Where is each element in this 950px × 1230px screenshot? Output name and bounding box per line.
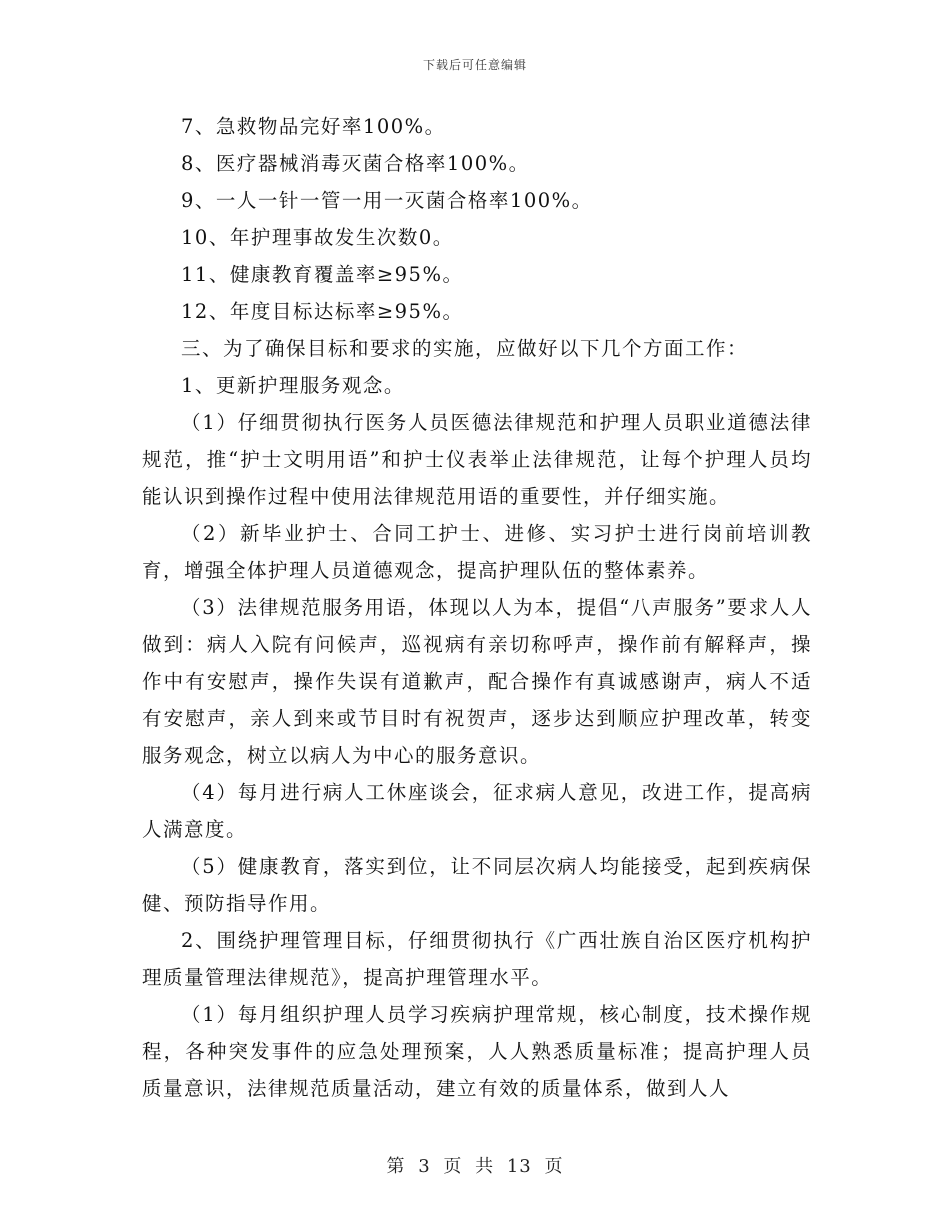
subsection-2-heading: 2、围绕护理管理目标，仔细贯彻执行《广西壮族自治区医疗机构护理质量管理法律规范》，提高护理管理水平。	[142, 929, 812, 989]
paragraph-item-11: 11、健康教育覆盖率≥95%。	[181, 263, 464, 286]
page-header: 下载后可任意编辑	[422, 58, 527, 72]
subsection-1-heading: 1、更新护理服务观念。	[181, 374, 405, 397]
paragraph-sub-4: （4）每月进行病人工休座谈会，征求病人意见，改进工作，提高病人满意度。	[142, 781, 812, 841]
section-three-heading: 三、为了确保目标和要求的实施，应做好以下几个方面工作：	[181, 337, 749, 360]
paragraph-sub-5: （5）健康教育，落实到位，让不同层次病人均能接受，起到疾病保健、预防指导作用。	[142, 855, 812, 915]
paragraph-sub-3: （3）法律规范服务用语，体现以人为本，提倡“八声服务”要求人人做到：病人入院有问候声，巡视病有亲切称呼声，操作前有解释声，操作中有安慰声，操作失误有道歉声，配合操作有真诚感谢声，病人不适有安慰声，亲人到来或节目时有祝贺声，逐步达到顺应护理改革，转变服务观念，树立以病人为中心的服务意识。	[142, 596, 812, 767]
paragraph-sub-1: （1）仔细贯彻执行医务人员医德法律规范和护理人员职业道德法律规范，推“护士文明用语”和护士仪表举止法律规范，让每个护理人员均能认识到操作过程中使用法律规范用语的重要性，并仔细实施。	[142, 411, 812, 508]
page-footer: 第 3 页 共 13 页	[386, 1156, 564, 1177]
paragraph-item-8: 8、医疗器械消毒灭菌合格率100%。	[181, 152, 530, 175]
paragraph-item-9: 9、一人一针一管一用一灭菌合格率100%。	[181, 189, 593, 212]
paragraph-item-12: 12、年度目标达标率≥95%。	[181, 300, 464, 323]
paragraph-item-10: 10、年护理事故发生次数0。	[181, 226, 454, 249]
paragraph-item-7: 7、急救物品完好率100%。	[181, 115, 446, 138]
paragraph-sub-2: （2）新毕业护士、合同工护士、进修、实习护士进行岗前培训教育，增强全体护理人员道德观念，提高护理队伍的整体素养。	[142, 522, 812, 582]
document-body	[142, 108, 812, 1107]
paragraph-2-sub-1: （1）每月组织护理人员学习疾病护理常规，核心制度，技术操作规程，各种突发事件的应急处理预案，人人熟悉质量标准；提高护理人员质量意识，法律规范质量活动，建立有效的质量体系，做到人人	[142, 1003, 812, 1100]
